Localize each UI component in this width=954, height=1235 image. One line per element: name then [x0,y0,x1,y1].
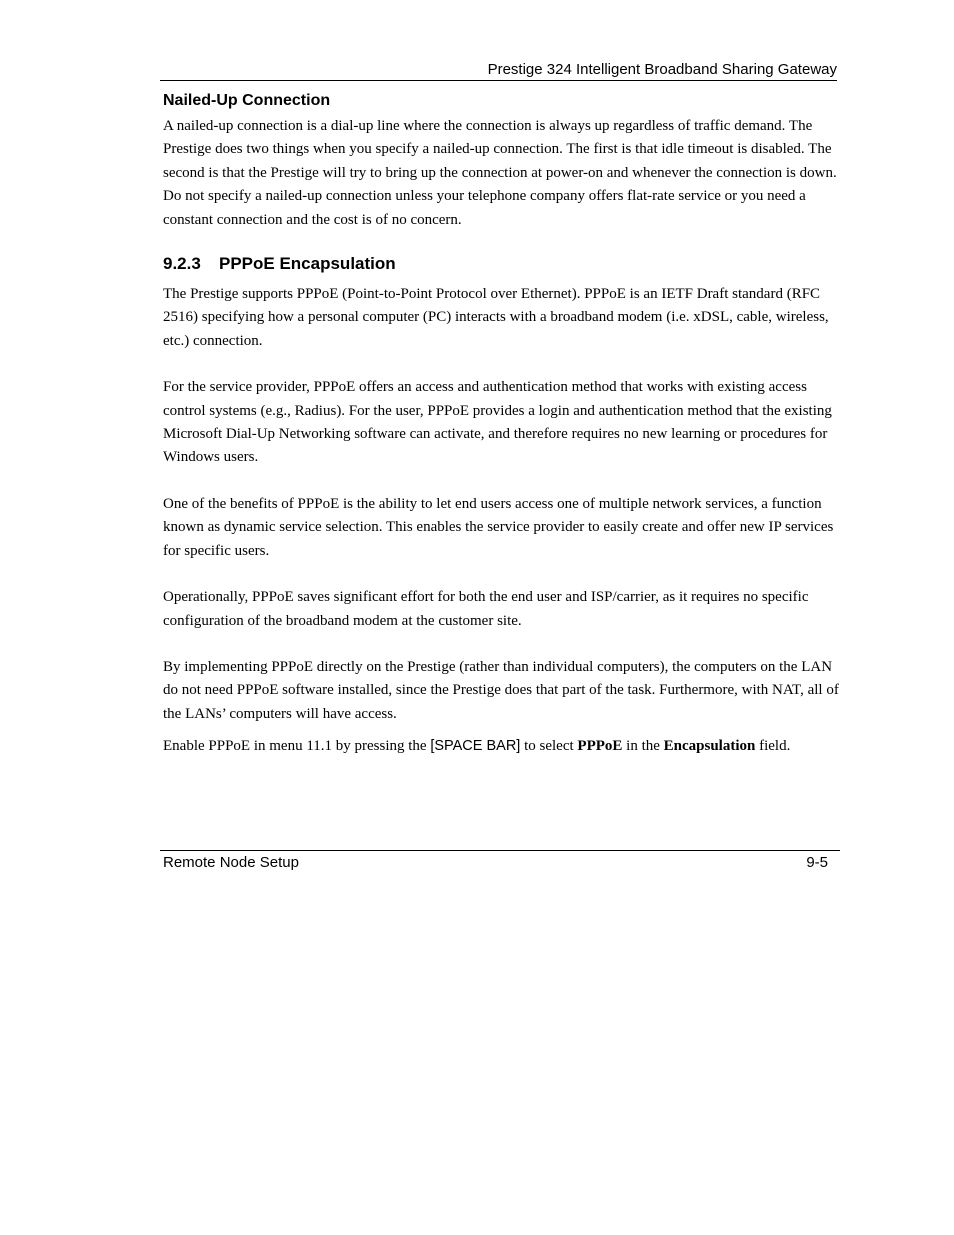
pppoe-paragraph-5: By implementing PPPoE directly on the Prestige (rather than individual computers), the computers on the LAN do not need PPPoE software installed, since the Prestige does that part of the task. Furthermore, with NAT, all of the LANs’ computers will have access. [163,658,839,722]
nailed-up-paragraph: A nailed-up connection is a dial-up line where the connection is always up regardless of traffic demand. The Prestige does two things when you specify a nailed-up connection. The first is that idle timeout is disabled. The second is that the Prestige will try to bring up the connection at power-on and whenever the connection is down. Do not specify a nailed-up connection unless your telephone company offers flat-rate service or you need a constant connection and the cost is of no concern. [163,118,837,228]
footer-page-number: 9-5 [806,854,828,871]
enable-text-3: in the [622,738,664,755]
page-footer [160,850,840,875]
pppoe-paragraph-4: Operationally, PPPoE saves significant effort for both the end user and ISP/carrier, as it requires no specific configuration of the broadband modem at the customer site. [163,589,809,629]
header-title: Prestige 324 Intelligent Broadband Sharing Gateway [487,61,837,78]
pppoe-bold: PPPoE [577,738,623,755]
encapsulation-bold: Encapsulation [663,738,756,755]
nailed-up-heading: Nailed-Up Connection [163,92,331,109]
footer-section-title: Remote Node Setup [163,854,299,871]
enable-text-2: to select [520,738,578,755]
pppoe-heading-number: 9.2.3 [163,254,201,274]
pppoe-paragraph-1: The Prestige supports PPPoE (Point-to-Point Protocol over Ethernet). PPPoE is an IETF Draft standard (RFC 2516) specifying how a personal computer (PC) interacts with a broadband modem (i.e. xDSL, cable, wireless, etc.) connection. [163,286,829,349]
pppoe-paragraph-3: One of the benefits of PPPoE is the ability to let end users access one of multiple network services, a function known as dynamic service selection. This enables the service provider to easily create and offer new IP services for specific users. [163,495,834,559]
enable-text-4: field. [755,738,791,755]
enable-text-1: Enable PPPoE in menu 11.1 by pressing the [163,738,431,755]
pppoe-paragraph-2: For the service provider, PPPoE offers an access and authentication method that works with existing access control systems (e.g., Radius). For the user, PPPoE provides a login and authentication method that the existing Microsoft Dial-Up Networking software can activate, and therefore requires no new learning or procedures for Windows users. [163,379,832,466]
page-header [160,60,837,81]
pppoe-heading [163,253,843,283]
page-content [163,90,843,759]
space-bar-key: [SPACE BAR] [430,738,521,755]
enable-pppoe-paragraph [163,735,843,758]
pppoe-heading-text: PPPoE Encapsulation [219,254,396,274]
